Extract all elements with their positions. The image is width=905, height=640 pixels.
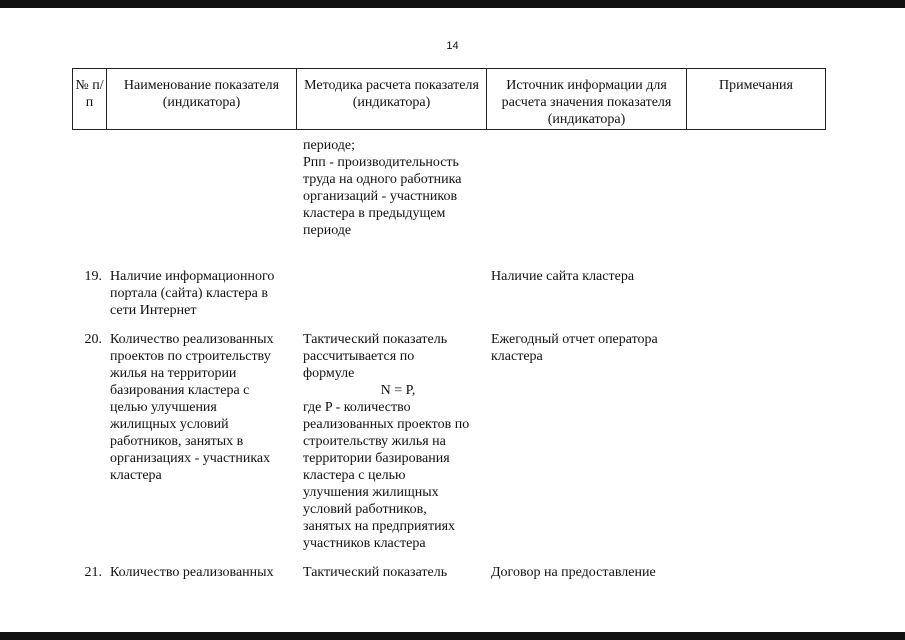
row-21-number: 21. xyxy=(84,565,102,580)
header-col-source: Источник информации для расчета значения показателя (индикатора) xyxy=(487,69,687,129)
header-col-notes: Примечания xyxy=(718,78,793,93)
header-col-name: Наименование показателя (индикатора) xyxy=(107,69,297,129)
header-col-method: Методика расчета показателя (индикатора) xyxy=(297,69,487,129)
header-col-number: № п/п xyxy=(73,69,107,129)
row-20-number: 20. xyxy=(84,332,102,347)
table-header xyxy=(72,68,826,130)
row-20-source: Ежегодный отчет оператора кластера xyxy=(491,332,658,364)
row-21-name: Количество реализованных xyxy=(110,565,274,580)
row-20-name: Количество реализованных проектов по строительству жилья на территории базирования кластера с целью улучшения жилищных условий работников, занятых в организациях - участниках кластера xyxy=(110,332,274,483)
page-number: 14 xyxy=(446,40,459,52)
row-20-formula: N = P, xyxy=(380,383,416,398)
row-21-source: Договор на предоставление xyxy=(491,565,656,580)
continuation-method-text: периоде; Рпп - производительность труда на одного работника организаций - участников кластера в предыдущем периоде xyxy=(303,138,462,238)
row-21-method: Тактический показатель xyxy=(303,565,448,580)
bottom-scan-border xyxy=(0,632,905,640)
row-20-method xyxy=(303,331,493,552)
row-19-number: 19. xyxy=(84,269,102,284)
top-scan-border xyxy=(0,0,905,8)
row-20-method-intro: Тактический показатель рассчитывается по формуле xyxy=(303,332,448,381)
row-20-method-definition: где P - количество реализованных проектов по строительству жилья на территории базирования кластера с целью улучшения жилищных условий работников, занятых на предприятиях участников кластера xyxy=(303,400,470,551)
row-19-name: Наличие информационного портала (сайта) кластера в сети Интернет xyxy=(110,269,275,318)
row-19-source: Наличие сайта кластера xyxy=(491,269,635,284)
